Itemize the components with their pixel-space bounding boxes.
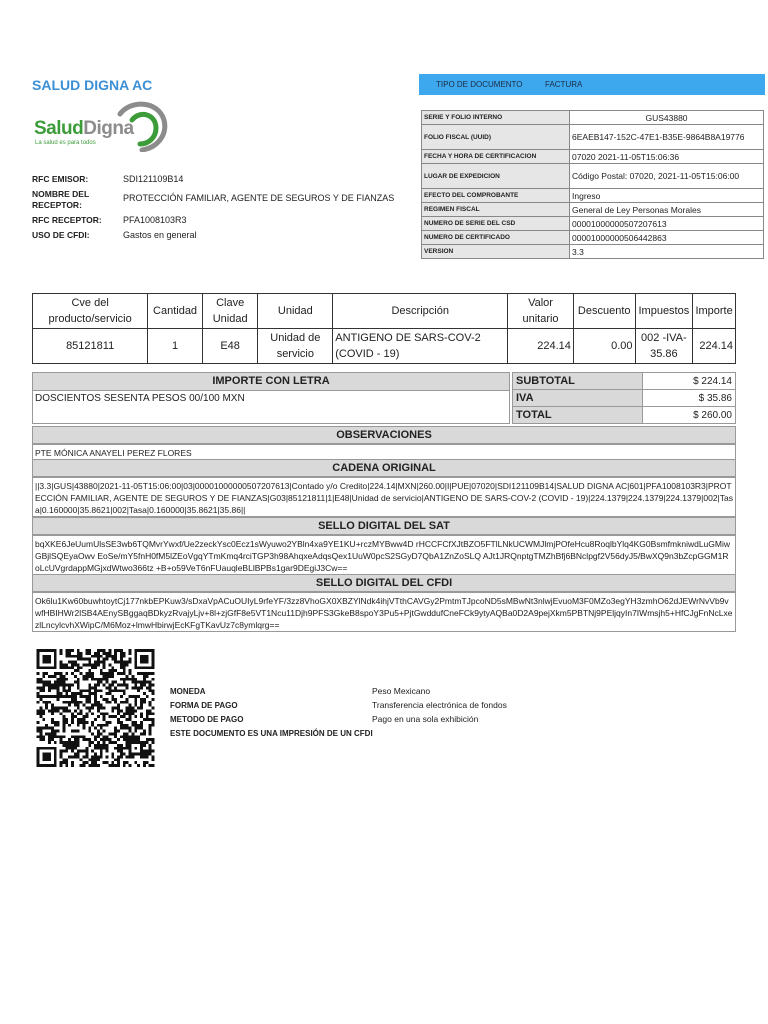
importe-letra-header: IMPORTE CON LETRA <box>33 373 509 391</box>
iva-row <box>513 390 736 407</box>
moneda-value: Peso Mexicano <box>372 686 431 696</box>
rfc-emisor-value: SDI121109B14 <box>123 174 184 184</box>
cell-descuento: 0.00 <box>573 329 635 364</box>
fiscal-value: 07020 2021-11-05T15:06:36 <box>570 150 764 164</box>
fiscal-value: 00001000000506442863 <box>570 231 764 245</box>
sello-cfdi-text: Ok6lu1Kw60buwhtoytCj177nkbEPKuw3/sDxaVpACuOUIyL9rfeYF/3zz8VhoGX0XBZYlNdk4ihjVTthCAVGy2PmtmTJpcoND5sMBwNt3nlwjEvuoM3F0MZo3egYH3zmhO62dJEWrNvVb9vwfHBIHWr2lSB4AEnySBggaqBDkyzRvajyLjv+8l+zjGfF8e5VT1Ncu11Djh9PFS3GkeB8spoY3Pu5+PjtGwddufCneFCk9ytyAQBa0D2A9pejXkm5PBTNj9PEljqyIn7IWmsjh5+HfCJgFnNcLxezlLncylcvhXWipC/M6Moz+lmwHbirwjEcKFgTKavUz7c8ymlqrg== <box>32 592 736 632</box>
cell-valor-unitario: 224.14 <box>508 329 574 364</box>
impresion-cfdi-label: ESTE DOCUMENTO ES UNA IMPRESIÓN DE UN CFDI <box>170 729 373 738</box>
fiscal-label: NUMERO DE SERIE DEL CSD <box>422 217 570 231</box>
col-valor-unitario: Valor unitario <box>508 294 574 329</box>
impresion-cfdi-row <box>170 728 507 742</box>
fiscal-value: GUS43880 <box>570 111 764 125</box>
col-cantidad: Cantidad <box>148 294 203 329</box>
emisor-info <box>32 174 394 245</box>
observaciones-text: PTE MÓNICA ANAYELI PEREZ FLORES <box>32 444 736 462</box>
fiscal-value: 6EAEB147-152C-47E1-B35E-9864B8A19776 <box>570 125 764 150</box>
fiscal-row <box>422 217 764 231</box>
subtotal-value: $ 224.14 <box>643 373 736 390</box>
fiscal-label: LUGAR DE EXPEDICION <box>422 164 570 189</box>
tipo-documento-label: TIPO DE DOCUMENTO <box>436 80 523 89</box>
uso-cfdi-label: USO DE CFDI: <box>32 230 90 240</box>
fiscal-value: 3.3 <box>570 245 764 259</box>
fiscal-value: Ingreso <box>570 189 764 203</box>
observaciones-header: OBSERVACIONES <box>32 426 736 444</box>
pago-info <box>170 686 507 742</box>
rfc-receptor-row <box>32 215 394 226</box>
cadena-original-text: ||3.3|GUS|43880|2021-11-05T15:06:00|03|00001000000507207613|Contado y/o Credito|224.14|MXN|260.00|I|PUE|07020|SDI121109B14|SALUD DIGNA AC|601|PFA1008103R3|PROTECCIÓN FAMILIAR, AGENTE DE SEGUROS Y DE FIANZAS|G03|85121811|1|E48|Unidad de servicio|ANTIGENO DE SARS-COV-2 (COVID - 19)|224.1379|224.1379|224.1379|002|Tasa|0.160000|35.8621|002|Tasa|0.160000|35.8621|35.86|| <box>32 477 736 517</box>
forma-pago-label: FORMA DE PAGO <box>170 701 238 710</box>
iva-label: IVA <box>513 390 643 407</box>
metodo-pago-label: METODO DE PAGO <box>170 715 244 724</box>
metodo-pago-value: Pago en una sola exhibición <box>372 714 479 724</box>
salud-digna-logo <box>32 98 172 154</box>
fiscal-label: FECHA Y HORA DE CERTIFICACION <box>422 150 570 164</box>
col-clave-unidad: Clave Unidad <box>202 294 258 329</box>
total-row <box>513 407 736 424</box>
iva-value: $ 35.86 <box>643 390 736 407</box>
col-unidad: Unidad <box>258 294 333 329</box>
logo-salud-text: Salud <box>34 118 84 139</box>
fiscal-row <box>422 245 764 259</box>
total-value: $ 260.00 <box>643 407 736 424</box>
fiscal-row <box>422 231 764 245</box>
total-label: TOTAL <box>513 407 643 424</box>
cell-unidad: Unidad de servicio <box>258 329 333 364</box>
fiscal-row <box>422 189 764 203</box>
conceptos-table <box>32 293 736 364</box>
col-descuento: Descuento <box>573 294 635 329</box>
logo-tagline: La salud es para todos <box>35 140 96 146</box>
fiscal-row <box>422 111 764 125</box>
nombre-receptor-label: NOMBRE DEL RECEPTOR: <box>32 189 89 210</box>
sello-sat-section <box>32 517 736 575</box>
cell-descripcion: ANTIGENO DE SARS-COV-2 (COVID - 19) <box>333 329 508 364</box>
cadena-original-header: CADENA ORIGINAL <box>32 459 736 477</box>
totales-table <box>512 372 736 424</box>
sello-sat-header: SELLO DIGITAL DEL SAT <box>32 517 736 535</box>
company-name: SALUD DIGNA AC <box>32 77 153 93</box>
fiscal-label: NUMERO DE CERTIFICADO <box>422 231 570 245</box>
nombre-receptor-value: PROTECCIÓN FAMILIAR, AGENTE DE SEGUROS Y DE FIANZAS <box>123 193 395 203</box>
fiscal-label: VERSION <box>422 245 570 259</box>
importe-letra-text: DOSCIENTOS SESENTA PESOS 00/100 MXN <box>35 393 245 404</box>
logo-digna-text: Digna <box>83 118 134 139</box>
importe-letra-box <box>32 372 510 424</box>
fiscal-label: REGIMEN FISCAL <box>422 203 570 217</box>
rfc-emisor-row <box>32 174 394 185</box>
cell-clave-unidad: E48 <box>202 329 258 364</box>
cell-cantidad: 1 <box>148 329 203 364</box>
fiscal-info-table <box>421 110 764 259</box>
subtotal-label: SUBTOTAL <box>513 373 643 390</box>
col-descripcion: Descripción <box>333 294 508 329</box>
rfc-receptor-value: PFA1008103R3 <box>123 215 187 225</box>
fiscal-row <box>422 164 764 189</box>
sello-sat-text: bqXKE6JeUumUlsSE3wb6TQMvrYwxf/Ue2zeckYsc0Ecz1sWyuwo2YBln4xa9YE1KU+rczMYBww4D rHCCFCfXJtBZO5FTlLNkUCWMJlmjPOfeHcu8RoqlbYlq4KG0BsmfmkniwdLuGMiwGBjlSQEyaOwv EoSe/mY5fnH0fM5lZEoVgqYTmKmq4rciTGP3h98AhqxeAdqsQex1UuW0pcS2SGyD7QbA1ZnZoSLQ AJt1JRQnptgTMZhBfj6BNclpgf2V56dyJ5/BwXQ9n3bZcpGGM1RoLcUVgrdappMGjxdWtwo366tz +B+o59VeT6nFUauqleBLlBPBs1gar9DEgiJ3Cw== <box>32 535 736 575</box>
col-cve-producto: Cve del producto/servicio <box>33 294 148 329</box>
col-importe: Importe <box>693 294 736 329</box>
importe-section <box>32 372 736 424</box>
fiscal-row <box>422 125 764 150</box>
forma-pago-row <box>170 700 507 714</box>
moneda-label: MONEDA <box>170 687 206 696</box>
moneda-row <box>170 686 507 700</box>
fiscal-row <box>422 203 764 217</box>
cadena-original-section <box>32 459 736 517</box>
observaciones-section <box>32 426 736 462</box>
fiscal-value: General de Ley Personas Morales <box>570 203 764 217</box>
fiscal-value: 00001000000507207613 <box>570 217 764 231</box>
tipo-documento-value: FACTURA <box>545 80 583 89</box>
sello-cfdi-header: SELLO DIGITAL DEL CFDI <box>32 574 736 592</box>
subtotal-row <box>513 373 736 390</box>
metodo-pago-row <box>170 714 507 728</box>
cell-importe: 224.14 <box>693 329 736 364</box>
fiscal-label: SERIE Y FOLIO INTERNO <box>422 111 570 125</box>
fiscal-label: EFECTO DEL COMPROBANTE <box>422 189 570 203</box>
uso-cfdi-value: Gastos en general <box>123 230 197 240</box>
nombre-receptor-row <box>32 189 394 211</box>
cell-cve-producto: 85121811 <box>33 329 148 364</box>
uso-cfdi-row <box>32 230 394 241</box>
sello-cfdi-section <box>32 574 736 632</box>
conceptos-header-row <box>33 294 736 329</box>
tipo-documento-bar <box>419 74 765 95</box>
qr-code-icon <box>34 649 157 767</box>
forma-pago-value: Transferencia electrónica de fondos <box>372 700 507 710</box>
fiscal-label: FOLIO FISCAL (UUID) <box>422 125 570 150</box>
rfc-emisor-label: RFC EMISOR: <box>32 174 89 184</box>
fiscal-value: Código Postal: 07020, 2021-11-05T15:06:00 <box>570 164 764 189</box>
col-impuestos: Impuestos <box>635 294 693 329</box>
table-row <box>33 329 736 364</box>
fiscal-row <box>422 150 764 164</box>
cell-impuestos: 002 -IVA- 35.86 <box>635 329 693 364</box>
rfc-receptor-label: RFC RECEPTOR: <box>32 215 102 225</box>
